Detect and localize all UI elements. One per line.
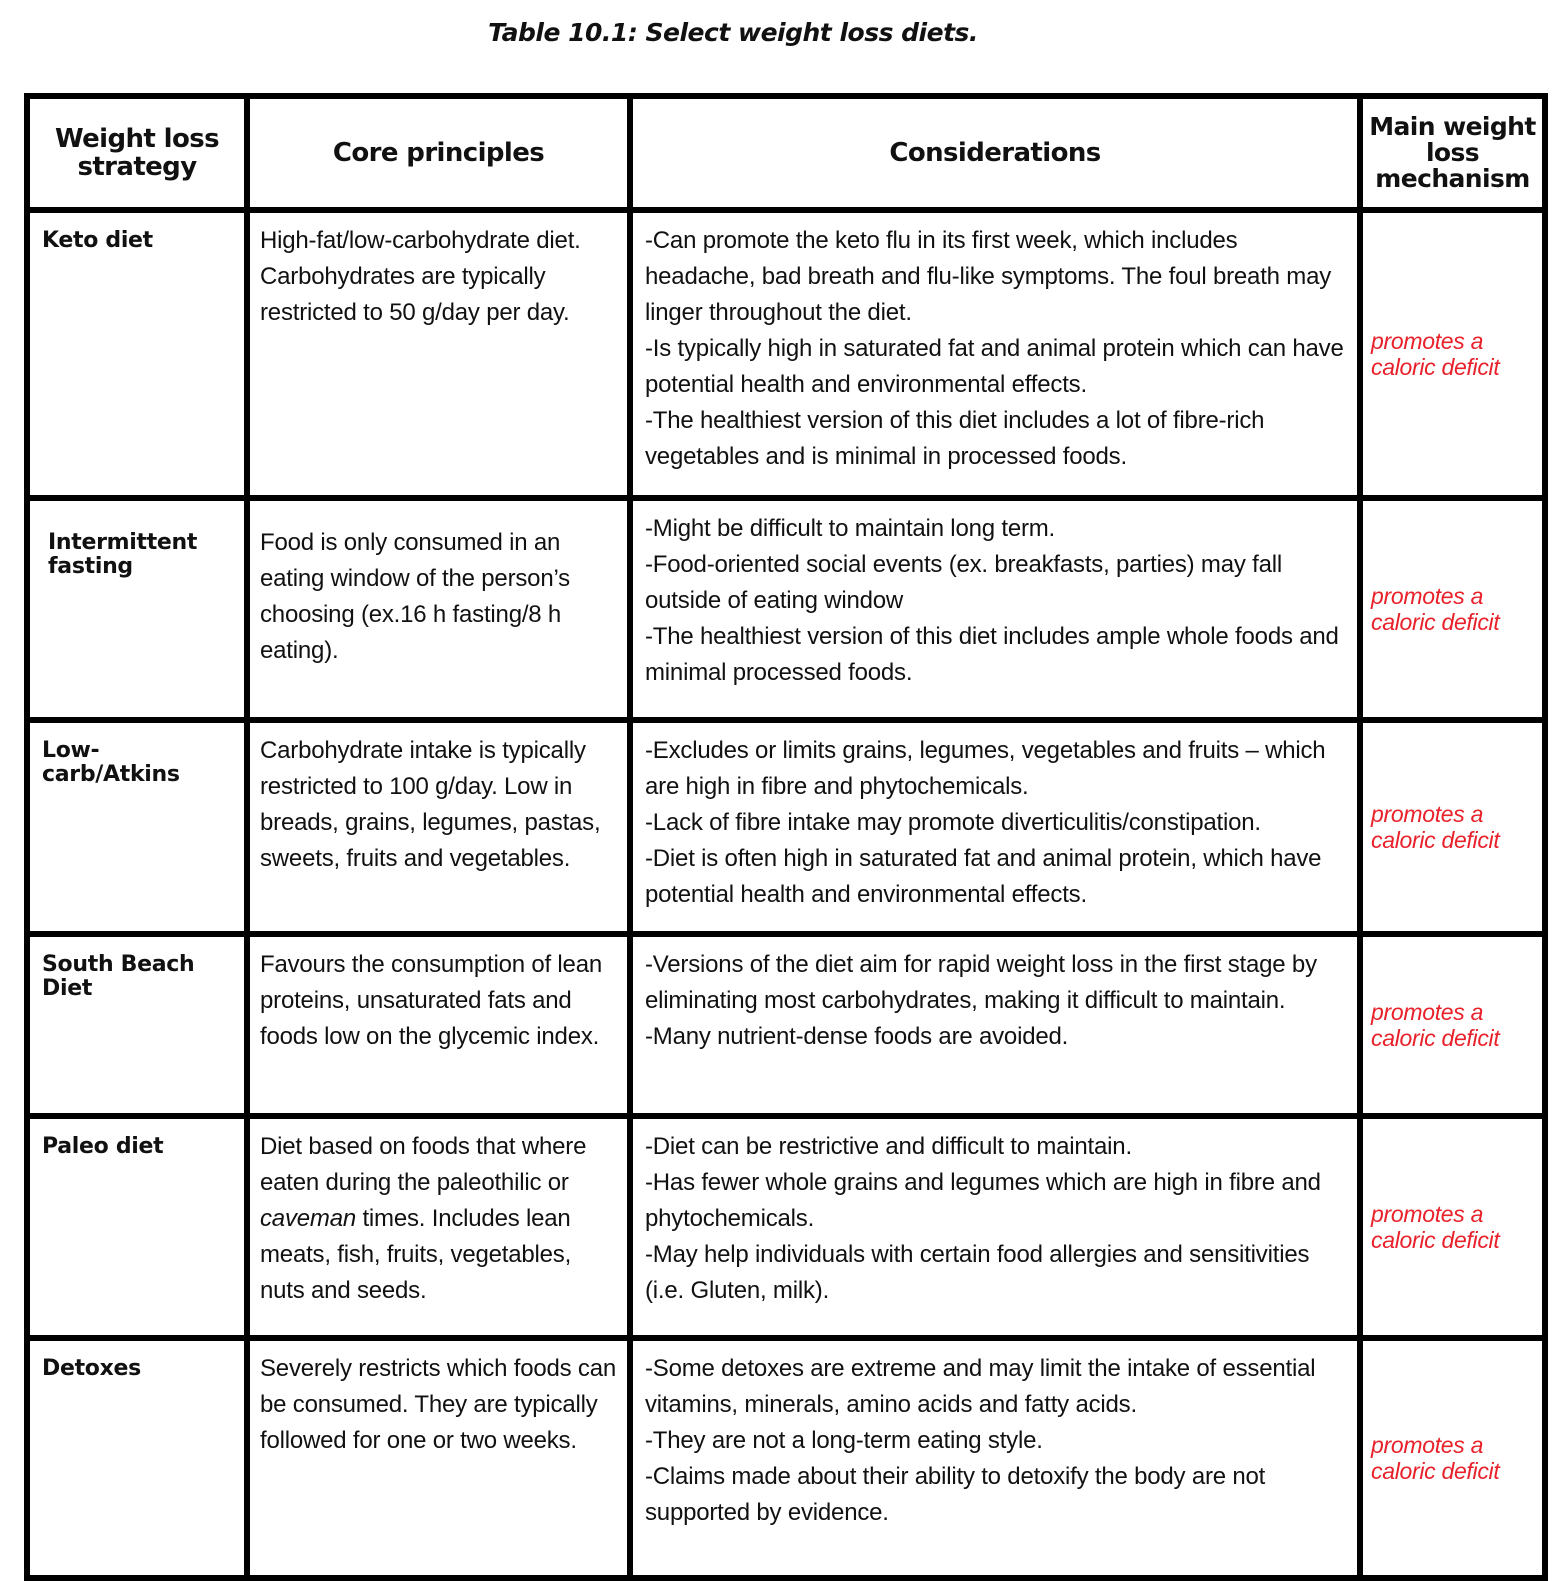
core-text-emphasis: caveman: [260, 1205, 356, 1232]
mechanism-cell: [1360, 1116, 1545, 1338]
header-considerations: Considerations: [630, 96, 1360, 210]
mechanism-text: promotes a caloric deficit: [1371, 1432, 1500, 1484]
strategy-cell: Intermittent fasting: [27, 498, 247, 720]
mechanism-cell: [1360, 720, 1545, 934]
mechanism-text: promotes a caloric deficit: [1371, 801, 1500, 853]
strategy-cell: Detoxes: [27, 1338, 247, 1578]
consideration-item: -Claims made about their ability to detoxify the body are not supported by evidence.: [645, 1463, 1266, 1526]
considerations-cell: [630, 210, 1360, 498]
consideration-item: -Excludes or limits grains, legumes, vegetables and fruits – which are high in fibre and phytochemicals.: [645, 737, 1326, 800]
consideration-item: -Diet can be restrictive and difficult to maintain.: [645, 1133, 1132, 1160]
core-principles-cell: Favours the consumption of lean proteins, unsaturated fats and foods low on the glycemic index.: [247, 934, 630, 1116]
mechanism-cell: [1360, 934, 1545, 1116]
considerations-cell: [630, 720, 1360, 934]
consideration-item: -May help individuals with certain food allergies and sensitivities (i.e. Gluten, milk).: [645, 1241, 1310, 1304]
table-row: [27, 210, 1545, 498]
considerations-cell: [630, 498, 1360, 720]
consideration-item: -Lack of fibre intake may promote diverticulitis/constipation.: [645, 809, 1261, 836]
table-row: [27, 720, 1545, 934]
mechanism-cell: [1360, 498, 1545, 720]
header-mechanism: Main weight loss mechanism: [1360, 96, 1545, 210]
table-row: [27, 1338, 1545, 1578]
table-row: [27, 498, 1545, 720]
header-row: [27, 96, 1545, 210]
consideration-item: -Has fewer whole grains and legumes which are high in fibre and phytochemicals.: [645, 1169, 1321, 1232]
table-caption: Table 10.1: Select weight loss diets.: [488, 18, 978, 47]
strategy-cell: Keto diet: [27, 210, 247, 498]
mechanism-cell: [1360, 1338, 1545, 1578]
mechanism-text: promotes a caloric deficit: [1371, 583, 1500, 635]
consideration-item: -Diet is often high in saturated fat and animal protein, which have potential health and environmental effects.: [645, 845, 1322, 908]
header-core-principles: Core principles: [247, 96, 630, 210]
consideration-item: -Many nutrient-dense foods are avoided.: [645, 1023, 1069, 1050]
consideration-item: -Is typically high in saturated fat and animal protein which can have potential health and environmental effects.: [645, 335, 1344, 398]
core-principles-cell: Severely restricts which foods can be consumed. They are typically followed for one or two weeks.: [247, 1338, 630, 1578]
considerations-cell: [630, 1338, 1360, 1578]
core-principles-cell: Carbohydrate intake is typically restricted to 100 g/day. Low in breads, grains, legumes, pastas, sweets, fruits and vegetables.: [247, 720, 630, 934]
core-text: Diet based on foods that where eaten during the paleothilic or: [260, 1133, 587, 1196]
consideration-item: -Some detoxes are extreme and may limit the intake of essential vitamins, minerals, amino acids and fatty acids.: [645, 1355, 1316, 1418]
weight-loss-diets-table: [24, 93, 1548, 1581]
consideration-item: -Versions of the diet aim for rapid weight loss in the first stage by eliminating most carbohydrates, making it difficult to maintain.: [645, 951, 1317, 1014]
considerations-cell: [630, 934, 1360, 1116]
mechanism-cell: [1360, 210, 1545, 498]
strategy-cell: South Beach Diet: [27, 934, 247, 1116]
consideration-item: -Can promote the keto flu in its first week, which includes headache, bad breath and flu-like symptoms. The foul breath may linger throughout the diet.: [645, 227, 1332, 326]
considerations-cell: [630, 1116, 1360, 1338]
core-principles-cell: High-fat/low-carbohydrate diet. Carbohydrates are typically restricted to 50 g/day per day.: [247, 210, 630, 498]
consideration-item: -The healthiest version of this diet includes a lot of fibre-rich vegetables and is minimal in processed foods.: [645, 407, 1265, 470]
mechanism-text: promotes a caloric deficit: [1371, 1201, 1500, 1253]
consideration-item: -They are not a long-term eating style.: [645, 1427, 1043, 1454]
strategy-cell: Paleo diet: [27, 1116, 247, 1338]
strategy-cell: Low-carb/Atkins: [27, 720, 247, 934]
consideration-item: -Food-oriented social events (ex. breakfasts, parties) may fall outside of eating window: [645, 551, 1283, 614]
table-row: [27, 934, 1545, 1116]
core-principles-cell: Food is only consumed in an eating window of the person’s choosing (ex.16 h fasting/8 h eating).: [247, 498, 630, 720]
consideration-item: -The healthiest version of this diet includes ample whole foods and minimal processed foods.: [645, 623, 1339, 686]
header-strategy: Weight loss strategy: [27, 96, 247, 210]
core-principles-cell: [247, 1116, 630, 1338]
mechanism-text: promotes a caloric deficit: [1371, 999, 1500, 1051]
mechanism-text: promotes a caloric deficit: [1371, 328, 1500, 380]
core-text: times. Includes lean meats, fish, fruits, vegetables, nuts and seeds.: [260, 1205, 572, 1304]
table-row: [27, 1116, 1545, 1338]
consideration-item: -Might be difficult to maintain long term.: [645, 515, 1056, 542]
